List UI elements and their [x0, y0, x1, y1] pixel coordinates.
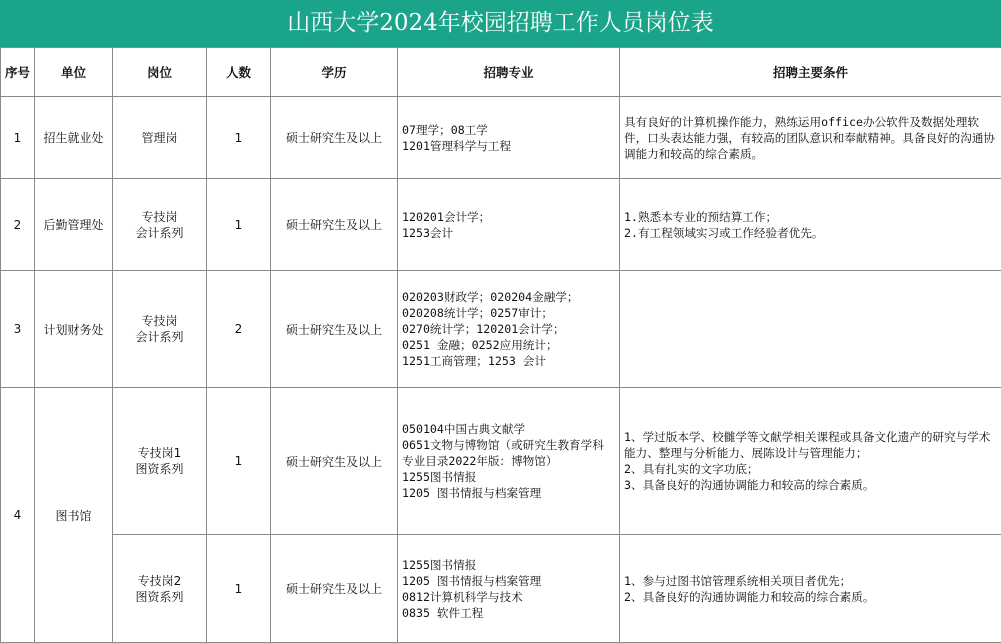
condition-item: 2、具备良好的沟通协调能力和较高的综合素质。	[624, 589, 997, 605]
table-row	[1, 97, 1001, 179]
table-row	[1, 179, 1001, 271]
header-unit: 单位	[35, 48, 113, 97]
row-majors	[398, 179, 620, 271]
row-count: 1	[207, 535, 271, 643]
row-unit: 后勤管理处	[35, 179, 113, 271]
header-conditions: 招聘主要条件	[620, 48, 1001, 97]
post-series: 会计系列	[117, 225, 202, 241]
page-title: 山西大学2024年校园招聘工作人员岗位表	[0, 0, 1001, 47]
condition-item: 2、具有扎实的文字功底；	[624, 461, 997, 477]
row-education: 硕士研究生及以上	[271, 179, 398, 271]
post-series: 图资系列	[117, 589, 202, 605]
header-post: 岗位	[113, 48, 207, 97]
major-item: 1253会计	[402, 225, 615, 241]
row-majors	[398, 388, 620, 535]
post-name: 专技岗1	[117, 445, 202, 461]
row-education: 硕士研究生及以上	[271, 271, 398, 388]
post-name: 专技岗	[117, 313, 202, 329]
post-name: 专技岗	[117, 209, 202, 225]
row-post	[113, 388, 207, 535]
post-series: 图资系列	[117, 461, 202, 477]
major-item: 0270统计学；120201会计学；	[402, 321, 615, 337]
post-name: 专技岗2	[117, 573, 202, 589]
row-education: 硕士研究生及以上	[271, 97, 398, 179]
row-no: 3	[1, 271, 35, 388]
major-item: 0812计算机科学与技术	[402, 589, 615, 605]
condition-item: 1、参与过图书馆管理系统相关项目者优先；	[624, 573, 997, 589]
row-education: 硕士研究生及以上	[271, 535, 398, 643]
major-item: 1255图书情报	[402, 557, 615, 573]
row-count: 1	[207, 97, 271, 179]
row-conditions	[620, 271, 1001, 388]
condition-item: 1、学过版本学、校雠学等文献学相关课程或具备文化遗产的研究与学术能力、整理与分析能力、展陈设计与管理能力；	[624, 429, 997, 461]
condition-item: 3、具备良好的沟通协调能力和较高的综合素质。	[624, 477, 997, 493]
post-series: 会计系列	[117, 329, 202, 345]
row-count: 2	[207, 271, 271, 388]
row-majors	[398, 97, 620, 179]
header-majors: 招聘专业	[398, 48, 620, 97]
major-item: 020208统计学；0257审计；	[402, 305, 615, 321]
major-item: 120201会计学；	[402, 209, 615, 225]
header-education: 学历	[271, 48, 398, 97]
major-item: 1251工商管理；1253 会计	[402, 353, 615, 369]
row-conditions	[620, 388, 1001, 535]
header-no: 序号	[1, 48, 35, 97]
row-education: 硕士研究生及以上	[271, 388, 398, 535]
table-row	[1, 388, 1001, 535]
major-item: 020203财政学；020204金融学；	[402, 289, 615, 305]
condition-item: 1.熟悉本专业的预结算工作；	[624, 209, 997, 225]
row-unit: 计划财务处	[35, 271, 113, 388]
major-item: 1201管理科学与工程	[402, 138, 615, 154]
row-no: 2	[1, 179, 35, 271]
row-count: 1	[207, 388, 271, 535]
row-conditions	[620, 535, 1001, 643]
major-item: 1205 图书情报与档案管理	[402, 573, 615, 589]
major-item: 07理学；08工学	[402, 122, 615, 138]
major-item: 1205 图书情报与档案管理	[402, 485, 615, 501]
condition-item: 2.有工程领域实习或工作经验者优先。	[624, 225, 997, 241]
row-post	[113, 179, 207, 271]
table-row	[1, 271, 1001, 388]
major-item: 0651文物与博物馆（或研究生教育学科专业目录2022年版：博物馆）	[402, 437, 615, 469]
row-no: 4	[1, 388, 35, 643]
row-conditions	[620, 97, 1001, 179]
major-item: 0835 软件工程	[402, 605, 615, 621]
table-header-row	[1, 48, 1001, 97]
row-post	[113, 271, 207, 388]
header-count: 人数	[207, 48, 271, 97]
row-post	[113, 97, 207, 179]
major-item: 050104中国古典文献学	[402, 421, 615, 437]
row-post	[113, 535, 207, 643]
job-table	[0, 47, 1001, 643]
row-majors	[398, 271, 620, 388]
major-item: 1255图书情报	[402, 469, 615, 485]
row-count: 1	[207, 179, 271, 271]
row-unit: 图书馆	[35, 388, 113, 643]
row-conditions	[620, 179, 1001, 271]
row-no: 1	[1, 97, 35, 179]
post-name: 管理岗	[117, 130, 202, 146]
row-majors	[398, 535, 620, 643]
major-item: 0251 金融；0252应用统计；	[402, 337, 615, 353]
table-row	[1, 535, 1001, 643]
condition-item: 具有良好的计算机操作能力，熟练运用office办公软件及数据处理软件，口头表达能力强，有较高的团队意识和奉献精神。具备良好的沟通协调能力和较高的综合素质。	[624, 114, 997, 162]
row-unit: 招生就业处	[35, 97, 113, 179]
